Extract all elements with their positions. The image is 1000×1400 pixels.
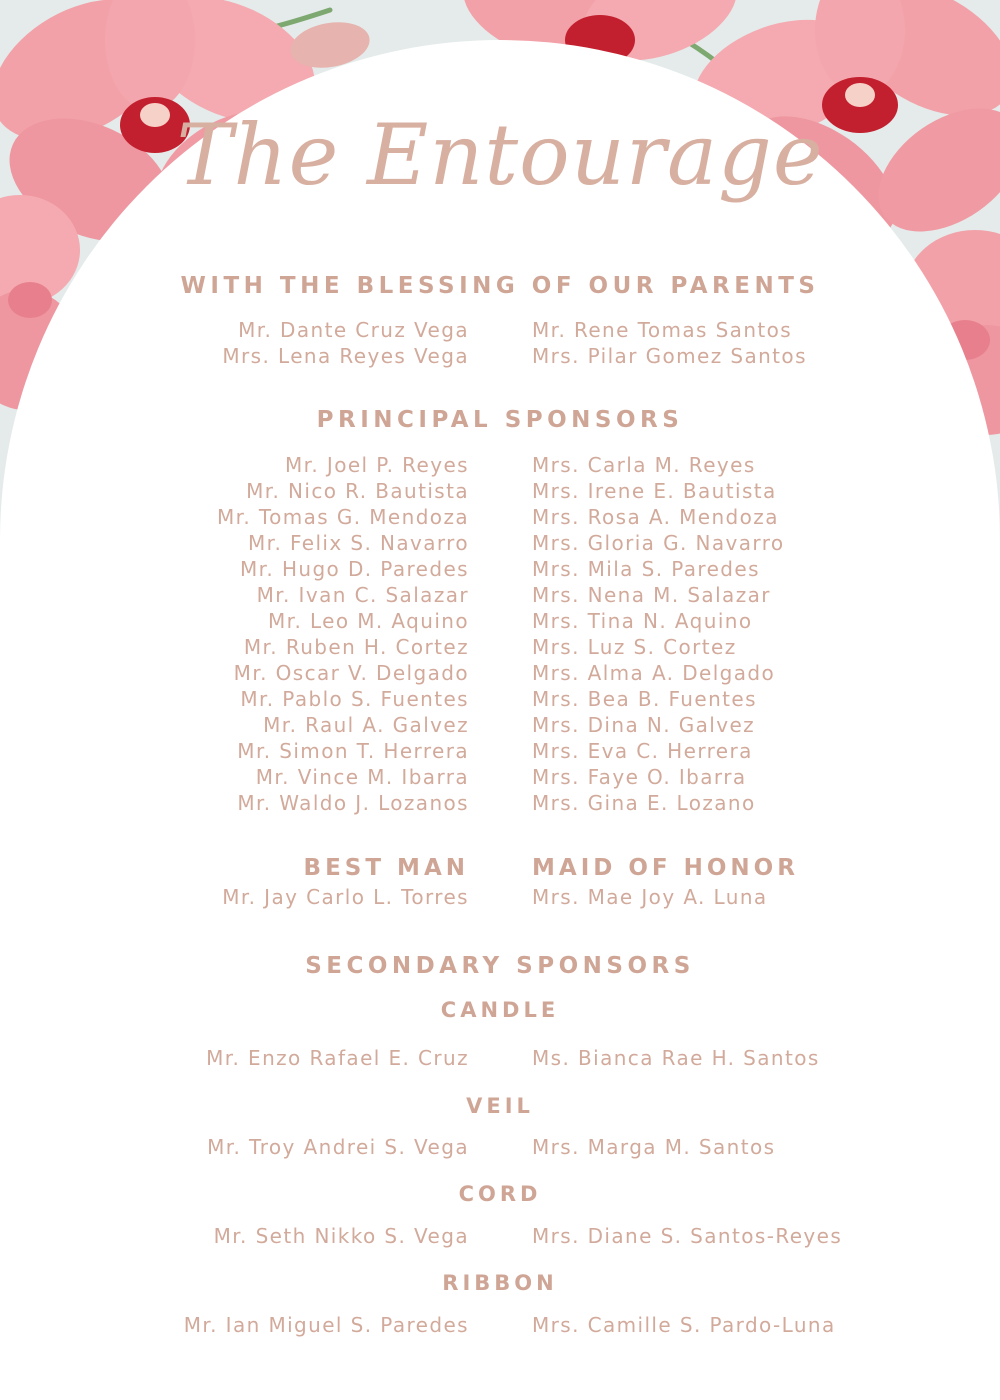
sponsor-name: Mr. Oscar V. Delgado — [233, 661, 469, 685]
sponsor-name: Mr. Ruben H. Cortez — [243, 635, 469, 659]
sponsor-name: Mrs. Nena M. Salazar — [532, 583, 771, 607]
sponsor-name: Mr. Tomas G. Mendoza — [216, 505, 469, 529]
ribbon-sponsor-left: Mr. Ian Miguel S. Paredes — [183, 1313, 469, 1337]
sponsor-name: Mr. Pablo S. Fuentes — [240, 687, 469, 711]
sponsor-name: Mrs. Gloria G. Navarro — [532, 531, 785, 555]
candle-heading: CANDLE — [440, 998, 560, 1022]
sponsor-name: Mrs. Carla M. Reyes — [532, 453, 756, 477]
principal-sponsors-women — [532, 452, 785, 816]
maid-of-honor-name: Mrs. Mae Joy A. Luna — [532, 885, 768, 909]
ribbon-sponsor-right: Mrs. Camille S. Pardo-Luna — [532, 1313, 836, 1337]
sponsor-name: Mrs. Mila S. Paredes — [532, 557, 760, 581]
sponsor-name: Mr. Waldo J. Lozanos — [237, 791, 469, 815]
cord-heading: CORD — [458, 1182, 542, 1206]
principal-sponsors-heading: PRINCIPAL SPONSORS — [316, 407, 684, 433]
parent-name: Mrs. Lena Reyes Vega — [222, 344, 469, 368]
maid-of-honor-block — [532, 852, 799, 910]
candle-sponsor-right: Ms. Bianca Rae H. Santos — [532, 1046, 820, 1070]
parents-heading: WITH THE BLESSING OF OUR PARENTS — [180, 273, 820, 299]
bride-parents — [532, 317, 807, 369]
sponsor-name: Mrs. Faye O. Ibarra — [532, 765, 747, 789]
veil-sponsor-left: Mr. Troy Andrei S. Vega — [207, 1135, 469, 1159]
sponsor-name: Mrs. Tina N. Aquino — [532, 609, 753, 633]
sponsor-name: Mrs. Eva C. Herrera — [532, 739, 753, 763]
sponsor-name: Mr. Joel P. Reyes — [284, 453, 469, 477]
parent-name: Mrs. Pilar Gomez Santos — [532, 344, 807, 368]
veil-heading: VEIL — [466, 1094, 534, 1118]
sponsor-name: Mr. Leo M. Aquino — [268, 609, 469, 633]
principal-sponsors-men — [217, 452, 469, 816]
secondary-sponsors-heading: SECONDARY SPONSORS — [305, 953, 695, 979]
ribbon-heading: RIBBON — [442, 1271, 558, 1295]
parent-name: Mr. Dante Cruz Vega — [238, 318, 469, 342]
sponsor-name: Mr. Raul A. Galvez — [263, 713, 469, 737]
candle-sponsor-left: Mr. Enzo Rafael E. Cruz — [206, 1046, 469, 1070]
sponsor-name: Mrs. Irene E. Bautista — [532, 479, 777, 503]
sponsor-name: Mr. Vince M. Ibarra — [255, 765, 469, 789]
cord-sponsor-right: Mrs. Diane S. Santos-Reyes — [532, 1224, 843, 1248]
maid-of-honor-label: MAID OF HONOR — [532, 855, 799, 881]
best-man-block — [222, 852, 469, 910]
best-man-name: Mr. Jay Carlo L. Torres — [222, 885, 469, 909]
sponsor-name: Mrs. Bea B. Fuentes — [532, 687, 757, 711]
cord-sponsor-left: Mr. Seth Nikko S. Vega — [213, 1224, 469, 1248]
sponsor-name: Mr. Ivan C. Salazar — [256, 583, 469, 607]
veil-sponsor-right: Mrs. Marga M. Santos — [532, 1135, 776, 1159]
sponsor-name: Mrs. Rosa A. Mendoza — [532, 505, 779, 529]
sponsor-name: Mrs. Dina N. Galvez — [532, 713, 756, 737]
page-title: The Entourage — [176, 106, 824, 204]
groom-parents — [222, 317, 469, 369]
best-man-label: BEST MAN — [303, 855, 469, 881]
sponsor-name: Mrs. Luz S. Cortez — [532, 635, 737, 659]
parent-name: Mr. Rene Tomas Santos — [532, 318, 793, 342]
sponsor-name: Mr. Simon T. Herrera — [237, 739, 469, 763]
sponsor-name: Mr. Felix S. Navarro — [248, 531, 469, 555]
sponsor-name: Mrs. Gina E. Lozano — [532, 791, 756, 815]
sponsor-name: Mr. Nico R. Bautista — [246, 479, 469, 503]
sponsor-name: Mr. Hugo D. Paredes — [239, 557, 469, 581]
sponsor-name: Mrs. Alma A. Delgado — [532, 661, 776, 685]
